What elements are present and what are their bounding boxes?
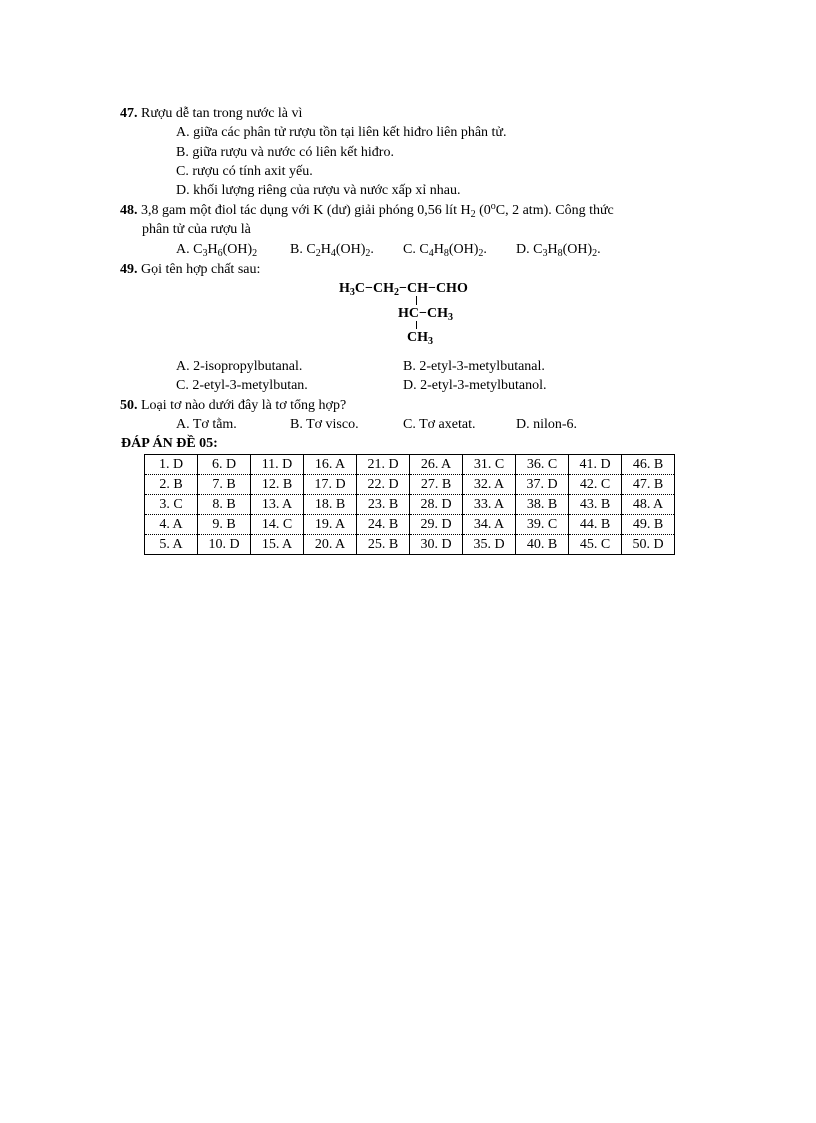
answer-cell: 8. B [198, 495, 251, 515]
vertical-bond-2 [416, 321, 417, 329]
answer-cell: 49. B [622, 515, 675, 535]
question-48-stem [120, 202, 614, 220]
answer-cell: 38. B [516, 495, 569, 515]
q48-option-d: D. $C_3H_8(OH)_2$. [516, 242, 601, 259]
answer-cell: 43. B [569, 495, 622, 515]
q49-option-a: A. 2-isopropylbutanal. [176, 359, 303, 374]
answer-key-heading: ĐÁP ÁN ĐỀ 05: [121, 436, 218, 451]
answer-cell: 42. C [569, 475, 622, 495]
q50-option-a: A. Tơ tằm. [176, 417, 237, 432]
answer-cell: 28. D [410, 495, 463, 515]
answer-cell: 24. B [357, 515, 410, 535]
question-text-part1: 3,8 gam một điol tác dụng với K (dư) giải phóng 0,56 lít H [141, 203, 471, 218]
answer-cell: 45. C [569, 535, 622, 555]
table-row [145, 515, 675, 535]
q50-option-d: D. nilon-6. [516, 417, 578, 432]
question-text-part3: C, 2 atm). Công thức [495, 203, 614, 218]
answer-cell: 4. A [145, 515, 198, 535]
answer-cell: 13. A [251, 495, 304, 515]
answer-cell: 32. A [463, 475, 516, 495]
q47-option-d: D. khối lượng riêng của rượu và nước xấp xỉ nhau. [176, 183, 461, 198]
answer-cell: 15. A [251, 535, 304, 555]
answer-cell: 35. D [463, 535, 516, 555]
formula-terminal: $CH_3$ [407, 330, 433, 347]
question-47-stem [120, 105, 302, 123]
answer-cell: 9. B [198, 515, 251, 535]
answer-cell: 50. D [622, 535, 675, 555]
answer-cell: 34. A [463, 515, 516, 535]
answer-cell: 39. C [516, 515, 569, 535]
question-number: 47. [120, 106, 138, 121]
q47-option-c: C. rượu có tính axit yếu. [176, 164, 313, 179]
answer-cell: 33. A [463, 495, 516, 515]
answer-key-table [144, 454, 675, 555]
answer-cell: 14. C [251, 515, 304, 535]
answer-cell: 47. B [622, 475, 675, 495]
question-text: Loại tơ nào dưới đây là tơ tổng hợp? [141, 398, 347, 413]
subscript: 2 [470, 209, 476, 220]
answer-cell: 48. A [622, 495, 675, 515]
answer-cell: 11. D [251, 455, 304, 475]
question-number: 49. [120, 262, 138, 277]
answer-cell: 16. A [304, 455, 357, 475]
q50-option-c: C. Tơ axetat. [403, 417, 476, 432]
answer-cell: 1. D [145, 455, 198, 475]
answer-cell: 44. B [569, 515, 622, 535]
answer-cell: 31. C [463, 455, 516, 475]
answer-cell: 20. A [304, 535, 357, 555]
answer-cell: 17. D [304, 475, 357, 495]
answer-cell: 29. D [410, 515, 463, 535]
table-row [145, 495, 675, 515]
answer-cell: 37. D [516, 475, 569, 495]
answer-cell: 2. B [145, 475, 198, 495]
answer-cell: 5. A [145, 535, 198, 555]
table-row [145, 535, 675, 555]
answer-cell: 30. D [410, 535, 463, 555]
table-row [145, 455, 675, 475]
answer-cell: 23. B [357, 495, 410, 515]
q47-option-b: B. giữa rượu và nước có liên kết hiđro. [176, 145, 394, 160]
q49-option-b: B. 2-etyl-3-metylbutanal. [403, 359, 545, 374]
answer-cell: 22. D [357, 475, 410, 495]
question-number: 50. [120, 398, 138, 413]
answer-cell: 41. D [569, 455, 622, 475]
answer-cell: 19. A [304, 515, 357, 535]
answer-cell: 6. D [198, 455, 251, 475]
answer-cell: 40. B [516, 535, 569, 555]
answer-cell: 12. B [251, 475, 304, 495]
answer-cell: 46. B [622, 455, 675, 475]
answer-cell: 10. D [198, 535, 251, 555]
q49-option-c: C. 2-etyl-3-metylbutan. [176, 378, 308, 393]
answer-cell: 25. B [357, 535, 410, 555]
answer-cell: 21. D [357, 455, 410, 475]
answer-cell: 27. B [410, 475, 463, 495]
superscript: o [490, 201, 496, 212]
q48-option-b: B. $C_2H_4(OH)_2$. [290, 242, 374, 259]
question-number: 48. [120, 203, 138, 218]
q47-option-a: A. giữa các phân tử rượu tồn tại liên kết hiđro liên phân tử. [176, 125, 507, 140]
q50-option-b: B. Tơ visco. [290, 417, 359, 432]
question-text-part2: (0 [475, 203, 491, 218]
question-49-stem [120, 261, 260, 279]
answer-cell: 36. C [516, 455, 569, 475]
q49-option-d: D. 2-etyl-3-metylbutanol. [403, 378, 547, 393]
answer-cell: 7. B [198, 475, 251, 495]
table-row [145, 475, 675, 495]
q48-option-c: C. $C_4H_8(OH)_2$. [403, 242, 487, 259]
question-text: Gọi tên hợp chất sau: [141, 262, 261, 277]
question-text: Rượu dễ tan trong nước là vì [141, 106, 303, 121]
answer-cell: 26. A [410, 455, 463, 475]
vertical-bond-1 [416, 296, 417, 305]
formula-branch: $HC-CH_3$ [398, 306, 453, 323]
q48-option-a: A. $C_3H_6(OH)_2$ [176, 242, 258, 259]
answer-cell: 18. B [304, 495, 357, 515]
question-48-stem-line2: phân tử của rượu là [142, 222, 251, 237]
question-50-stem [120, 397, 346, 415]
formula-main-chain: $H_3C-CH_2-CH-CHO$ [339, 281, 468, 298]
answer-cell: 3. C [145, 495, 198, 515]
